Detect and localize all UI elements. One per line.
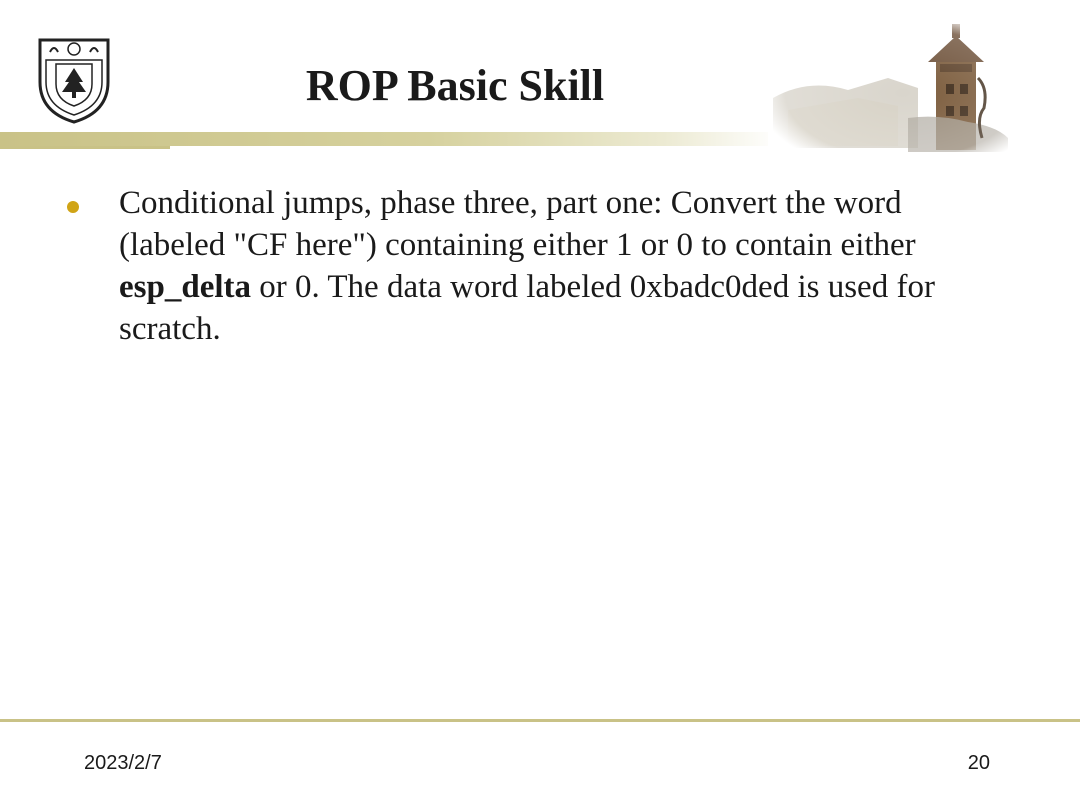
- university-crest-icon: [34, 30, 114, 126]
- slide-title: ROP Basic Skill: [305, 61, 605, 110]
- slide-content: [60, 182, 1020, 350]
- bullet-text-bold-part: esp_delta: [119, 269, 251, 305]
- header-accent-bar: [0, 132, 780, 146]
- clock-tower-image: [768, 18, 1013, 154]
- footer-divider: [0, 719, 1080, 722]
- footer-date: 2023/2/7: [84, 752, 162, 774]
- bullet-text-part: Conditional jumps, phase three, part one: Convert the word (labeled "CF here") containing either 1 or 0 to contain either: [119, 185, 916, 263]
- bullet-text: [119, 182, 999, 350]
- page-number: 20: [967, 752, 990, 774]
- bullet-item: [60, 182, 1020, 350]
- bullet-dot-icon: [67, 201, 79, 213]
- bullet-text-part: or 0. The data word labeled 0xbadc0ded is used for scratch.: [119, 269, 935, 347]
- header-accent-underline: [0, 146, 170, 149]
